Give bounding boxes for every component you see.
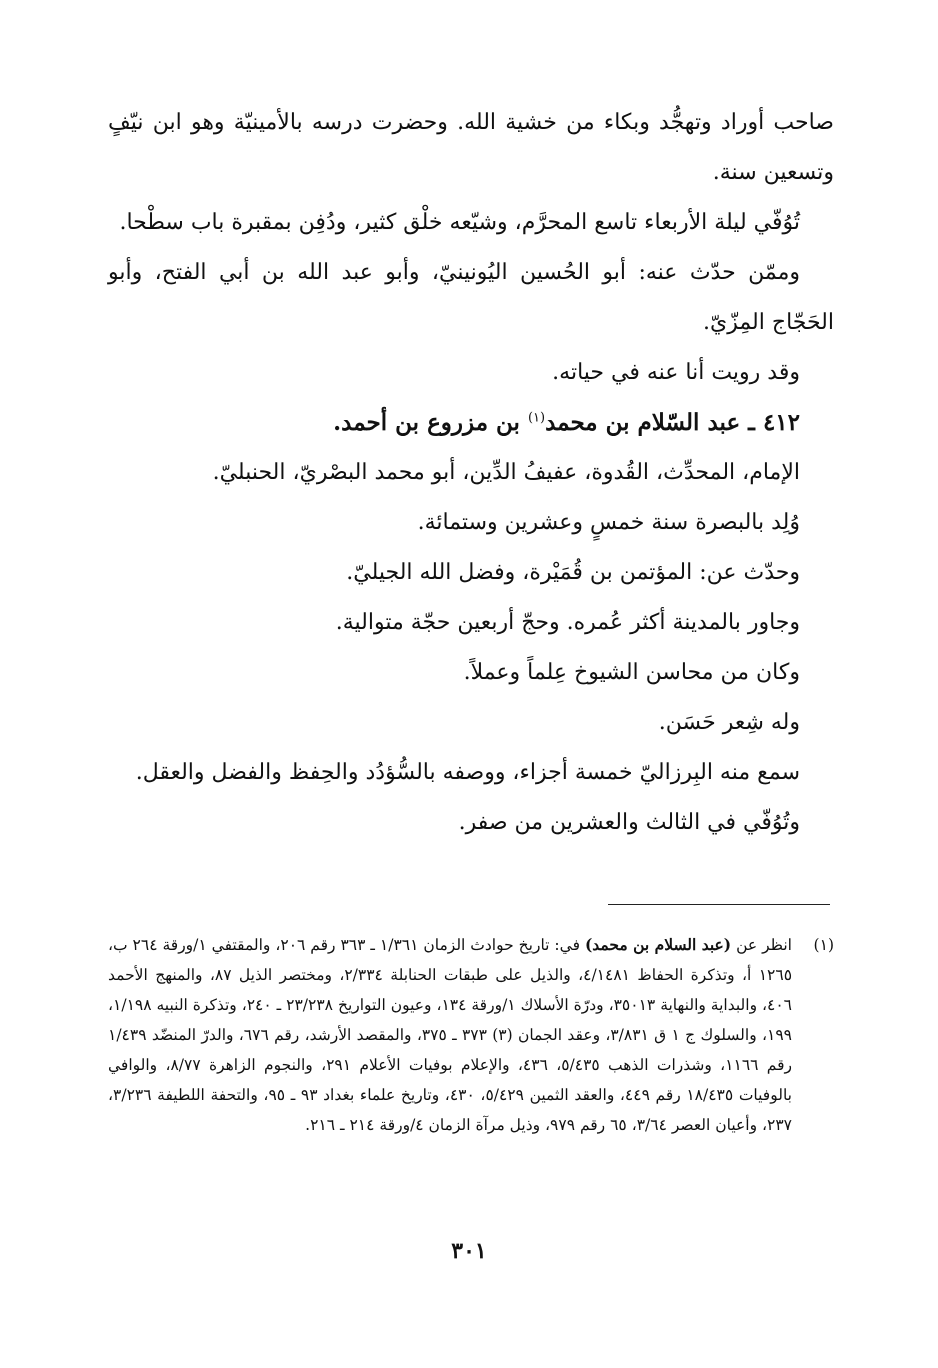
paragraph-p1: صاحب أوراد وتهجُّد وبكاء من خشية الله. وحضرت درسه بالأمينيّة وهو ابن نيّفٍ وتسعين سنة. xyxy=(108,110,834,185)
footnote-separator xyxy=(608,904,830,905)
bio-paragraph-b1: الإمام، المحدِّث، القُدوة، عفيفُ الدِّين، أبو محمد البصْريّ، الحنبليّ. xyxy=(212,460,800,485)
footnote xyxy=(108,930,834,1140)
biography-heading-name: ٤١٢ ـ عبد السّلام بن محمد xyxy=(545,409,800,436)
footnote-lead: انظر عن xyxy=(731,936,792,954)
bio-paragraph-b7: سمع منه البِرزاليّ خمسة أجزاء، ووصفه بالسُّؤدُد والحِفظ والفضل والعقل. xyxy=(135,760,800,785)
bio-paragraph-b3: وحدّث عن: المؤتمن بن قُمَيْرة، وفضل الله الجيليّ. xyxy=(346,560,800,585)
footnote-reference-marker: (١) xyxy=(527,410,546,426)
biography-heading-lineage: بن مزروع بن أحمد. xyxy=(333,409,528,436)
bio-paragraph-b6: وله شِعر حَسَن. xyxy=(658,710,800,735)
main-text xyxy=(108,98,834,848)
paragraph-p3: وممّن حدّث عنه: أبو الحُسين اليُونينيّ، وأبو عبد الله بن أبي الفتح، وأبو الحَجّاج المِزّيّ. xyxy=(108,260,834,335)
biography-heading xyxy=(108,398,834,448)
footnote-body xyxy=(108,930,792,1140)
page-number: ٣٠١ xyxy=(451,1238,487,1264)
paragraph-p2: تُوُفّي ليلة الأربعاء تاسع المحرَّم، وشيّعه خلْق كثير، ودُفِن بمقبرة باب سطْحا. xyxy=(119,210,800,235)
bio-paragraph-b8: وتُوُفّي في الثالث والعشرين من صفر. xyxy=(458,810,800,835)
footnote-sources: في: تاريخ حوادث الزمان ١/٣٦١ ـ ٣٦٣ رقم ٢٠٦، والمقتفي ١/ورقة ٢٦٤ ب، ١٢٦٥ أ، وتذكرة الحفاظ ٤/١٤٨١، والذيل على طبقات الحنابلة ٢/٣٣٤، ومختصر الذيل ٨٧، والمنهج الأحمد ٤٠٦، والبداية والنهاية ٣٥٠١٣، ودرّة الأسلاك ١/ورقة ١٣٤، وعيون التواريخ ٢٣/٢٣٨ ـ ٢٤٠، وتذكرة النبيه ١/١٩٨، ١٩٩، والسلوك ج ١ ق ٣/٨٣١، وعقد الجمان (٣) ٣٧٣ ـ ٣٧٥، والمقصد الأرشد، رقم ٦٧٦، والدرّ المنضّد ١/٤٣٩ رقم ١١٦٦، وشذرات الذهب ٥/٤٣٥، ٤٣٦، والإعلام بوفيات الأعلام ٢٩١، والنجوم الزاهرة ٨/٧٧، والوافي بالوفيات ١٨/٤٣٥ رقم ٤٤٩، والعقد الثمين ٥/٤٢٩، ٤٣٠، وتاريخ علماء بغداد ٩٣ ـ ٩٥، والتحفة اللطيفة ٣/٢٣٦، ٢٣٧، وأعيان العصر ٣/٦٤، ٦٥ رقم ٩٧٩، وذيل مرآة الزمان ٤/ورقة ٢١٤ ـ ٢١٦. xyxy=(108,936,793,1134)
footnote-number: (١) xyxy=(813,936,834,954)
footnote-subject: (عبد السلام بن محمد) xyxy=(584,935,732,954)
paragraph-p4: وقد رويت أنا عنه في حياته. xyxy=(552,360,800,385)
bio-paragraph-b5: وكان من محاسن الشيوخ عِلماً وعملاً. xyxy=(463,660,800,685)
bio-paragraph-b4: وجاور بالمدينة أكثر عُمره. وحجّ أربعين حجّة متوالية. xyxy=(335,610,800,635)
bio-paragraph-b2: وُلِد بالبصرة سنة خمسٍ وعشرين وستمائة. xyxy=(417,510,800,535)
